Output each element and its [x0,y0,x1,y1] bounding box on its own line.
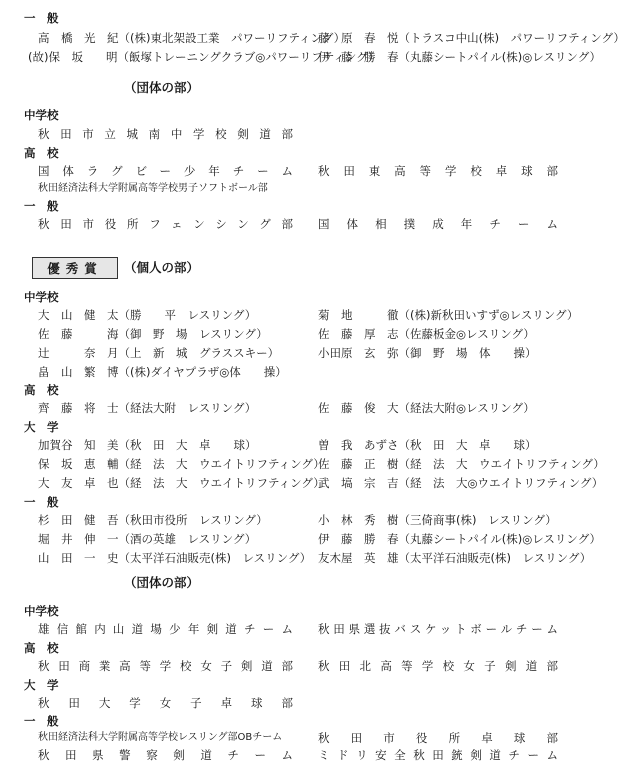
team-entry-left: 秋田市役所フェンシング部 [38,217,293,231]
team-entry-left: 秋田商業高等学校女子剣道部 [38,659,293,673]
entry-right: 友木屋 英 雄（太平洋石油販売(株) レスリング） [318,551,592,565]
entry-right: 菊 地 徹（(株)新秋田いすず◎レスリング） [318,308,579,322]
entry-left: 山 田 一 史（太平洋石油販売(株) レスリング） [38,551,312,565]
category-junior-high: 中学校 [24,108,59,122]
entry-left: (故)保 坂 明（飯塚トレーニングクラブ◎パワーリフティング） [28,50,380,64]
entry-left: 堀 井 伸 一（酒の英雄 レスリング） [38,532,257,546]
team-entry-left: 秋田大学女子卓球部 [38,696,293,710]
entry-left: 大 友 卓 也（経 法 大 ウエイトリフティング） [38,476,325,490]
category-general: 一 般 [24,199,59,213]
team-entry-left: 秋田市立城南中学校剣道部 [38,127,293,141]
entry-right: 伊 藤 勝 春（丸藤シートパイル(株)◎レスリング） [318,532,602,546]
award-badge: 優秀賞 [32,257,118,279]
category-junior-high: 中学校 [24,290,59,304]
category-general: 一 般 [24,714,59,728]
section-header-team: （団体の部） [124,80,200,95]
team-entry-right: 秋田北高等学校女子剣道部 [318,659,558,673]
entry-left: 齊 藤 将 士（経法大附 レスリング） [38,401,257,415]
entry-left: 大 山 健 太（勝 平 レスリング） [38,308,257,322]
team-entry-right: ミドリ安全秋田銃剣道チーム [318,748,558,762]
entry-right: 佐 藤 厚 志（佐藤板金◎レスリング） [318,327,535,341]
team-entry-left: 秋田経済法科大学附属高等学校男子ソフトボール部 [38,183,268,194]
entry-left: 佐 藤 海（御 野 場 レスリング） [38,327,268,341]
category-junior-high: 中学校 [24,604,59,618]
category-university: 大 学 [24,678,59,692]
category-university: 大 学 [24,420,59,434]
entry-right: 藤 原 春 悦（トラスコ中山(株) パワーリフティング） [318,31,625,45]
entry-left: 杉 田 健 吾（秋田市役所 レスリング） [38,513,268,527]
entry-right: 武 塙 宗 吉（経 法 大◎ウエイトリフティング） [318,476,604,490]
team-entry-right: 秋田市役所卓球部 [318,731,558,745]
entry-left: 畠 山 繁 博（(株)ダイヤプラザ◎体 操） [38,365,287,379]
team-entry-right: 秋田県選抜バスケットボールチーム [318,622,558,636]
section-header-team: （団体の部） [124,575,200,590]
category-general: 一 般 [24,11,59,25]
entry-left: 辻 奈 月（上 新 城 グラススキー） [38,346,280,360]
team-entry-left: 秋田経済法科大学附属高等学校レスリング部OBチーム [38,732,283,743]
category-high: 高 校 [24,383,59,397]
entry-left: 保 坂 恵 輔（経 法 大 ウエイトリフティング） [38,457,325,471]
category-high: 高 校 [24,146,59,160]
entry-right: 小 林 秀 樹（三倚商事(株) レスリング） [318,513,557,527]
team-entry-right: 秋田東高等学校卓球部 [318,164,558,178]
section-header-individual: （個人の部） [124,260,200,275]
team-entry-left: 雄信館内山道場少年剣道チーム [38,622,293,636]
category-high: 高 校 [24,641,59,655]
entry-right: 佐 藤 俊 大（経法大附◎レスリング） [318,401,535,415]
category-general: 一 般 [24,495,59,509]
entry-right: 佐 藤 正 樹（経 法 大 ウエイトリフティング） [318,457,605,471]
entry-left: 高 橋 光 紀（(株)東北架設工業 パワーリフティング） [38,31,346,45]
entry-right: 曽 我 あずさ（秋 田 大 卓 球） [318,438,537,452]
team-entry-left: 国体ラグビー少年チーム [38,164,293,178]
entry-left: 加賀谷 知 美（秋 田 大 卓 球） [38,438,257,452]
team-entry-left: 秋田県警察剣道チーム [38,748,293,762]
entry-right: 小田原 玄 弥（御 野 場 体 操） [318,346,537,360]
team-entry-right: 国体相撲成年チーム [318,217,558,231]
entry-right: 伊 藤 勝 春（丸藤シートパイル(株)◎レスリング） [318,50,602,64]
